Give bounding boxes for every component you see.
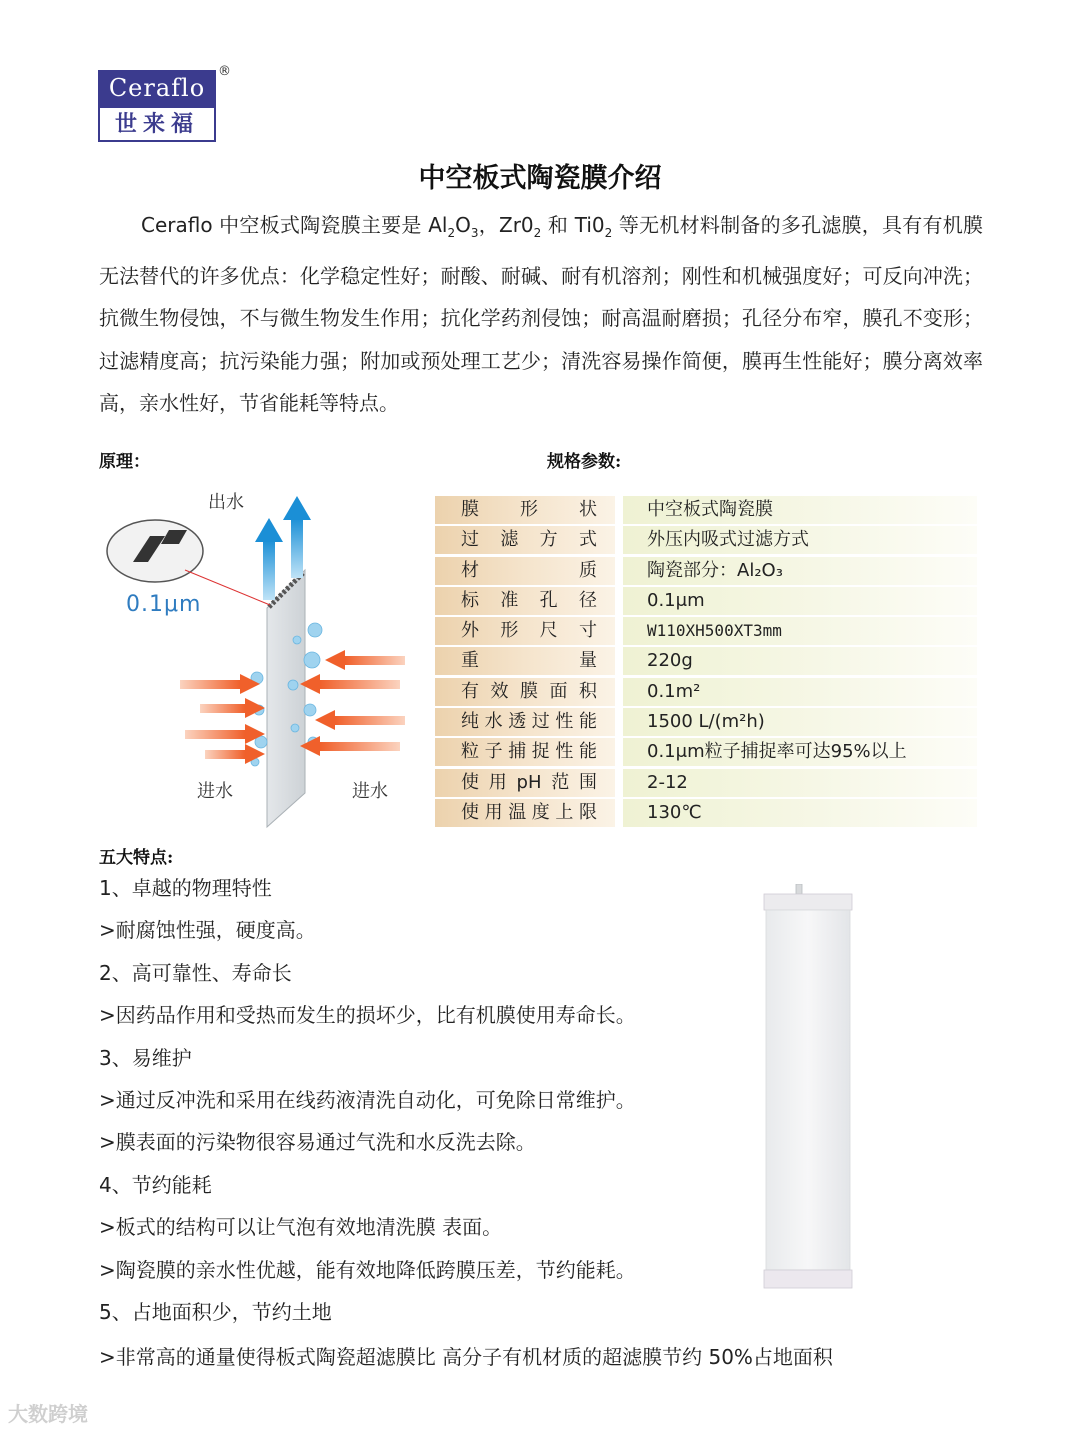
water-in-right-label: 进水 — [352, 781, 388, 802]
pore-size-label: 0.1μm — [126, 592, 202, 617]
feature-line: 3、易维护 — [99, 1045, 192, 1070]
membrane-plate — [267, 570, 305, 827]
feature-line: 2、高可靠性、寿命长 — [99, 960, 292, 985]
feature-line: >板式的结构可以让气泡有效地清洗膜 表面。 — [99, 1215, 503, 1240]
spec-value: 1500 L/(m²h) — [623, 708, 977, 736]
spec-row — [435, 769, 977, 797]
logo-english-text: Ceraflo — [98, 70, 216, 106]
feature-line: >通过反冲洗和采用在线药液清洗自动化，可免除日常维护。 — [99, 1087, 636, 1112]
spec-row — [435, 587, 977, 615]
intro-paragraph: Ceraflo 中空板式陶瓷膜主要是 $Al_2O_3$，$Zr0_2$ 和 $Ti0_2$ 等无机材料制备的多孔滤膜，具有有机膜无法替代的许多优点：化学稳定性好；耐酸、耐碱、耐有机溶剂；刚性和机械强度好；可反向冲洗；抗微生物侵蚀，不与微生物发生作用；抗化学药剂侵蚀；耐高温耐磨损；孔径分布窄，膜孔不变形；过滤精度高；抗污染能力强；附加或预处理工艺少；清洗容易操作简便，膜再生性能好；膜分离效率高，亲水性好，节省能耗等特点。 — [99, 213, 984, 415]
spec-row — [435, 799, 977, 827]
spec-row — [435, 738, 977, 766]
spec-heading: 规格参数: — [547, 452, 622, 472]
water-in-left-label: 进水 — [197, 781, 233, 802]
membrane-product-image — [760, 884, 856, 1294]
spec-value: 2-12 — [623, 769, 977, 797]
spec-label: 粒子捕捉性能 — [461, 741, 597, 763]
spec-row — [435, 496, 977, 524]
feature-line: >陶瓷膜的亲水性优越，能有效地降低跨膜压差，节约能耗。 — [99, 1257, 636, 1282]
spec-label: 有效膜面积 — [461, 680, 597, 702]
spec-value: 0.1m² — [623, 678, 977, 706]
watermark-text: 大数跨境 — [8, 1402, 88, 1426]
principle-heading: 原理： — [99, 452, 150, 472]
feature-line-last: >非常高的通量使得板式陶瓷超滤膜比 高分子有机材质的超滤膜节约 50%占地面积 — [99, 1345, 833, 1369]
spec-table — [435, 496, 977, 829]
ceraflo-logo — [98, 64, 231, 140]
spec-label: 过滤方式 — [461, 529, 597, 551]
features-list — [99, 867, 719, 1333]
feature-line: >因药品作用和受热而发生的损坏少，比有机膜使用寿命长。 — [99, 1003, 636, 1028]
water-in-arrows-left — [180, 674, 265, 764]
spec-value: 130℃ — [623, 799, 977, 827]
spec-label: 纯水透过性能 — [461, 711, 597, 733]
spec-value: 0.1μm — [623, 587, 977, 615]
feature-line: 1、卓越的物理特性 — [99, 876, 272, 900]
spec-value: W110XH500XT3mm — [623, 617, 977, 645]
spec-value: 220g — [623, 647, 977, 675]
spec-value: 0.1μm粒子捕捉率可达95%以上 — [623, 738, 977, 766]
spec-value: 陶瓷部分：Al₂O₃ — [623, 557, 977, 585]
spec-label: 使用温度上限 — [461, 801, 597, 823]
spec-row — [435, 526, 977, 554]
spec-label: 重量 — [461, 650, 597, 672]
feature-line: >膜表面的污染物很容易通过气洗和水反洗去除。 — [99, 1130, 536, 1155]
feature-line: 5、占地面积少，节约土地 — [99, 1299, 332, 1324]
spec-value: 外压内吸式过滤方式 — [623, 526, 977, 554]
logo-chinese-text: 世来福 — [98, 106, 216, 142]
spec-label: 膜形状 — [461, 499, 597, 520]
page-title: 中空板式陶瓷膜介绍 — [418, 163, 662, 194]
spec-row — [435, 557, 977, 585]
spec-row — [435, 617, 977, 645]
water-out-label: 出水 — [208, 492, 244, 513]
spec-row — [435, 708, 977, 736]
spec-row — [435, 647, 977, 675]
spec-row — [435, 678, 977, 706]
features-heading: 五大特点: — [99, 848, 174, 868]
feature-line: 4、节约能耗 — [99, 1172, 212, 1197]
spec-label: 外形尺寸 — [461, 620, 597, 642]
registered-mark: ® — [218, 64, 231, 79]
spec-label: 材质 — [461, 559, 597, 581]
spec-label: 使用pH范围 — [461, 771, 597, 793]
spec-label: 标准孔径 — [461, 589, 597, 611]
feature-line: >耐腐蚀性强，硬度高。 — [99, 918, 316, 943]
spec-value: 中空板式陶瓷膜 — [623, 496, 977, 524]
